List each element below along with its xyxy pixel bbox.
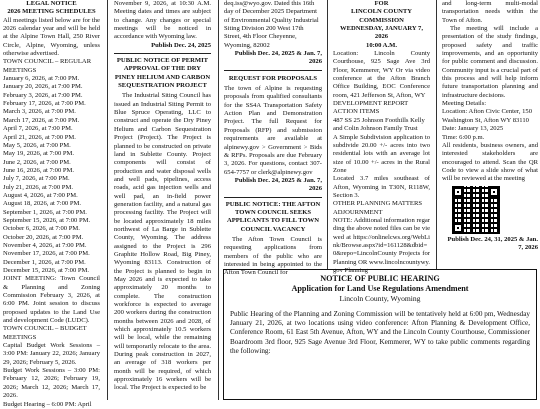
list-item: February 3, 2026, at 7:00 PM.	[3, 91, 83, 99]
column-2	[114, 0, 211, 400]
divider	[224, 70, 322, 71]
list-item: September 15, 2026, at 7:00 PM.	[3, 216, 91, 224]
other-matters-heading: OTHER PLANNING MATTERS ADJOURNMENT	[333, 200, 423, 216]
schedule-intro: All meetings listed below are for the 2026 calendar year and will be held at the Alpine Town Hall, 250 River Circle, Alpine, Wyoming, unless otherwise advertised.	[3, 16, 100, 58]
list-item: November 4, 2026, at 7:00 PM.	[3, 241, 87, 249]
meeting-details-heading: Meeting Details:	[442, 100, 487, 108]
qr-code-icon[interactable]	[452, 186, 500, 234]
agenda-location: Location: Lincoln County Courthouse, 925 Sage Ave 3rd Floor, Kemmerer, WY Or via video conference at the Afton Branch Office Building, EOC Conference room, 421 Jefferson St, Afton, WY	[333, 50, 430, 99]
public-hearing-notice-box	[223, 269, 537, 400]
development-item-description: A Simple Subdivision application to subdivide 20.00 +/- acres into two residential lots with an average lot size of 10.00 +/- acres in the Rural Zone	[333, 133, 430, 174]
permit-notice-heading: PUBLIC NOTICE OF PERMIT APPROVAL OF THE DRY PINEY HELIUM AND CARBON SEQUESTRATION PROJECT	[114, 57, 211, 90]
rfp-body: The town of Alpine is requesting proposals from qualified consultants for the SS4A Transportation Safety Action Plan and Demonstration Project. The full Request for Proposals (RFP) and submission requirements are available at alpinewy.gov > Government > Bids & RFPs. Proposals are due February 3, 2026. For questions, contact 307-654-7757 or clerk@alpinewy.gov	[224, 85, 322, 176]
meeting-date: Date: January 13, 2025	[442, 125, 504, 133]
list-item: January 6, 2026, at 7:00 PM.	[3, 75, 80, 83]
hearing-location-line: Lincoln County, Wyoming	[339, 294, 421, 303]
column-rule	[107, 0, 108, 400]
vacancy-notice-body: The Afton Town Council is requesting applications from members of the public who are interested in being appointed to the Afton Town Council for	[224, 235, 322, 277]
legal-notice-heading: LEGAL NOTICE	[26, 0, 77, 7]
deq-signature-block: deq.iss@wyo.gov. Dated this 16th day of December 2025 Department of Environmental Quality Industrial Siting Division 200 West 17th Street, 4th Floor Cheyenne, Wyoming, 82002	[224, 0, 319, 49]
agenda-heading-commission: LINCOLN COUNTY COMMISSION	[351, 8, 412, 24]
schedule-continued-text: November 9, 2026, at 10:30 A.M. Meeting dates and times are subject to change. Any changes or special meetings will be noticed in accordance with Wyoming law.	[114, 0, 211, 41]
agenda-heading-date: WEDNESDAY, JANUARY 7, 2026	[340, 25, 423, 41]
list-item: March 17, 2026, at 7:00 PM.	[3, 116, 80, 124]
agenda-note: NOTE: Additional information regarding the above noted files can be viewed at https://onlinelcws.org/WebLink/Browse.aspx?id=161128&dbid=0&repo=LincolnCounty Projects for Planning OR www.lincolncountywy.gov Planning	[333, 216, 430, 274]
joint-meeting-text: JOINT MEETING: Town Council & Planning and Zoning Commission February 3, 2026, at 6:00 PM. Joint session to discuss proposed updates to the Land Use and development Code (LUDC).	[3, 275, 100, 325]
list-item: May 19, 2026, at 7:00 PM.	[3, 150, 75, 158]
hearing-title: NOTICE OF PUBLIC HEARING	[320, 274, 440, 283]
column-1	[3, 0, 100, 408]
list-item: Budget Work Sessions – 3:00 PM: February 12, 2026; February 19, 2026; March 12, 2026; March 17, 2026.	[3, 367, 100, 400]
development-report-heading: DEVELOPMENT REPORT ACTION ITEMS	[333, 100, 409, 116]
list-item: July 21, 2026, at 7:00 PM.	[3, 183, 73, 191]
permit-notice-body: The Industrial Siting Council has issued an Industrial Siting Permit to Blue Spruce Operating, LLC to construct and operate the Dry Piney Helium and Carbon Sequestration Project (Project). The Project is planned to be constructed on private land in Sublette County. Project components will consist of production and water disposal wells and well pads, pipelines, access roads, acid gas injection wells and well pad, an in-field power generation facility, and a natural gas processing facility. The Project will be located approximately 18 miles northwest of La Barge in Sublette County, Wyoming. The address assigned to the Project is 296 Graphite Hollow Road, Big Piney, Wyoming 83113. Construction of the Project is planned to begin in May 2026 and is expected to take approximately 20 months to complete. The construction workforce is expected to average 200 workers during the construction months between 2026 and 2028, of which approximately 10.5 workers will be local, while the remaining will temporarily relocate to the area. During peak construction in 2027, an average of 318 workers per month will be required, of which approximately 16 workers will be local. The Project is expected to be	[114, 92, 211, 392]
list-item: December 1, 2026, at 7:00 PM.	[3, 258, 86, 266]
meeting-location: Location: Afton Civic Center, 150 Washington St, Afton WY 83110	[442, 108, 533, 124]
list-item: February 17, 2026, at 7:00 PM.	[3, 100, 86, 108]
rfp-heading: REQUEST FOR PROPOSALS	[228, 74, 318, 82]
list-item: November 17, 2026, at 7:00 PM.	[3, 250, 90, 258]
publish-date: Publish Dec. 24, 2025 & Jan. 7, 2026	[234, 50, 322, 66]
regular-meetings-heading: TOWN COUNCIL – REGULAR MEETINGS	[3, 58, 92, 74]
publish-date: Publish Dec. 24, 31, 2025 & Jan. 7, 2026	[447, 235, 538, 251]
list-item: September 1, 2026, at 7:00 PM.	[3, 208, 87, 216]
agenda-heading-for: FOR	[374, 0, 389, 7]
publish-date: Publish Dec. 24, 2025	[151, 41, 211, 49]
hearing-subtitle: Application for Land Use Regulations Amendment	[291, 284, 469, 293]
list-item: October 6, 2026, at 7:00 PM.	[3, 225, 80, 233]
list-item: August 18, 2026, at 7:00 PM.	[3, 200, 82, 208]
meeting-schedules-heading: 2026 MEETING SCHEDULES	[7, 8, 96, 16]
regular-meetings-list	[3, 75, 100, 275]
list-item: Budget Hearing – 6:00 PM: April	[3, 400, 92, 408]
development-item: 487 SS 25 Johnson Foothills Kelly and Colin Johnson Family Trust	[333, 116, 425, 133]
list-item: Capital Budget Work Sessions – 3:00 PM: January 22, 2026; January 29, 2026; February 5, 2026.	[3, 342, 100, 366]
meeting-notice-text: and long-term multi-modal transportation needs within the Town of Afton.	[442, 0, 538, 24]
budget-meetings-heading: TOWN COUNCIL – BUDGET MEETINGS	[3, 325, 87, 341]
publish-date: Publish Dec. 24, 2025 & Jan. 7, 2026	[234, 176, 322, 193]
list-item: March 3, 2026, at 7:00 PM.	[3, 108, 76, 116]
list-item: October 20, 2026, at 7:00 PM.	[3, 233, 84, 241]
meeting-time: Time: 6:00 p.m.	[442, 133, 485, 141]
divider	[114, 53, 211, 54]
column-rule	[327, 0, 328, 269]
list-item: June 16, 2026, at 7:00 PM.	[3, 166, 75, 174]
list-item: April 7, 2026, at 7:00 PM.	[3, 125, 73, 133]
column-rule	[436, 0, 437, 269]
development-item-location: Located 3.7 miles southeast of Afton, Wyoming in T30N, R118W, Section 3.	[333, 175, 430, 199]
meeting-notice-text: The meeting will include a presentation of the study findings, proposed safety and traffic improvements, and an opportunity for public comment and discussion. Community input is a crucial part of this process and will help inform future transportation planning and infrastructure decisions.	[442, 25, 538, 99]
list-item: January 20, 2026, at 7:00 PM.	[3, 83, 83, 91]
list-item: December 15, 2026, at 7:00 PM.	[3, 267, 90, 274]
divider	[224, 197, 322, 198]
column-rule	[218, 0, 219, 400]
list-item: April 21, 2026, at 7:00 PM.	[3, 133, 76, 141]
meeting-notice-text: All residents, business owners, and interested stakeholders are encouraged to attend. Scan the QR Code to view a slide show of what will be reviewed at the meeting	[442, 141, 538, 183]
list-item: May 5, 2026, at 7:00 PM.	[3, 141, 71, 149]
vacancy-notice-heading: PUBLIC NOTICE: THE AFTON TOWN COUNCIL SEEKS APPLICANTS TO FILL TOWN COUNCIL VACANCY	[225, 200, 321, 233]
list-item: June 2, 2026, at 7:00 PM.	[3, 158, 71, 166]
list-item: August 4, 2026, at 7:00 PM.	[3, 191, 78, 199]
hearing-body: Public Hearing of the Planning and Zoning Commission will be tentatively held at 6:00 pm, Wednesday January 21, 2026, at two locations using video conference: Afton Planning & Development Office, Conference Room, 61 East 5th Avenue, Afton, WY and the Lincoln County Courthouse, Commissioner Boardroom 3rd floor, 925 Sage Avenue 3rd Floor, Kemmerer, WY to take public comments regarding the following:	[230, 310, 530, 355]
agenda-heading-time: 10:00 A.M.	[366, 41, 397, 49]
list-item: July 7, 2026, at 7:00 PM.	[3, 175, 70, 183]
